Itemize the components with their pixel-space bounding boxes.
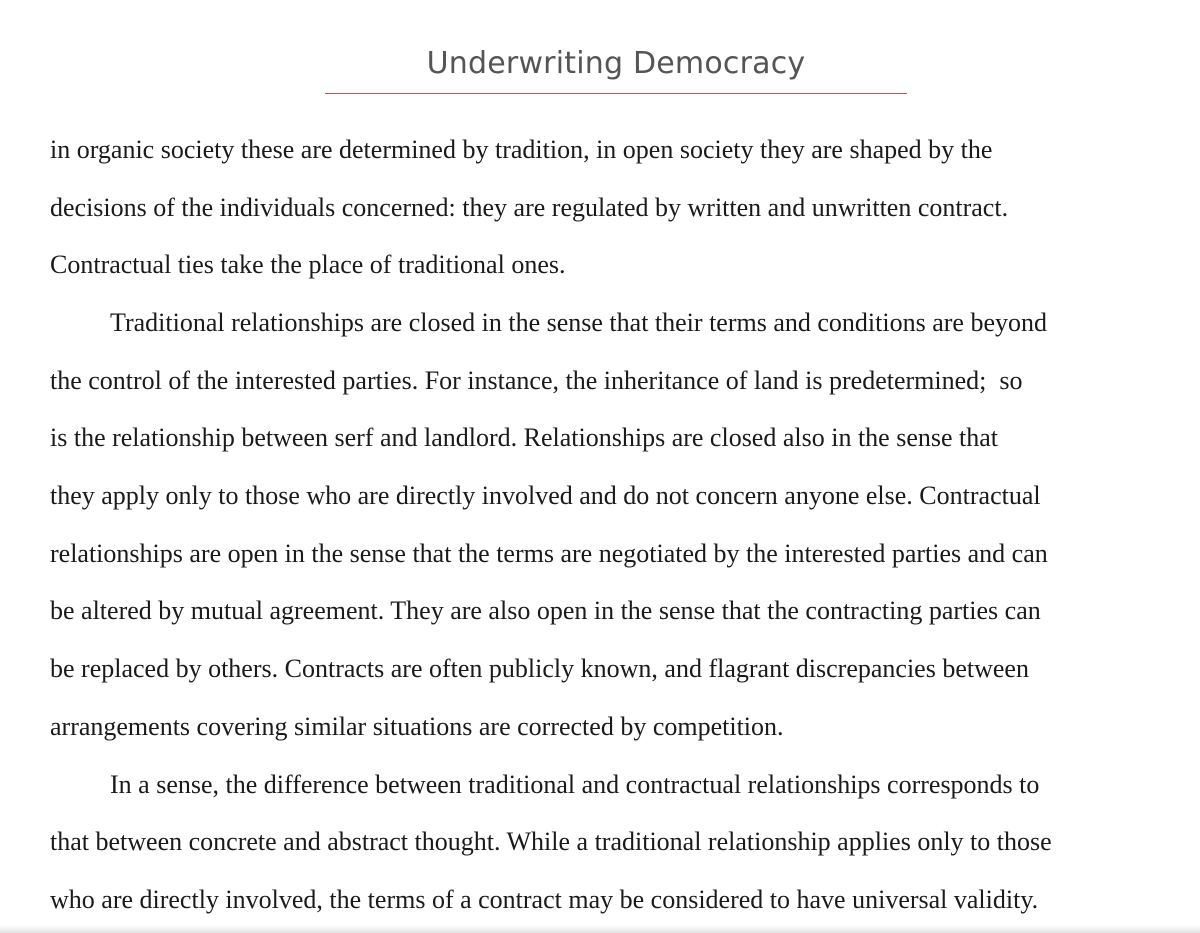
paragraph-line: relationships are open in the sense that the terms are negotiated by the interested parties and can [50, 539, 1048, 568]
paragraph-line: in organic society these are determined by tradition, in open society they are shaped by the [50, 135, 993, 164]
paragraph-line: arrangements covering similar situations are corrected by competition. [50, 712, 784, 741]
paragraph-line: Contractual ties take the place of traditional ones. [50, 250, 566, 279]
paragraph-line: Traditional relationships are closed in the sense that their terms and conditions are beyond [110, 308, 1047, 337]
paragraph-line: be replaced by others. Contracts are often publicly known, and flagrant discrepancies between [50, 654, 1029, 683]
paragraph-line: be altered by mutual agreement. They are also open in the sense that the contracting parties can [50, 596, 1041, 625]
paragraph-line: is the relationship between serf and landlord. Relationships are closed also in the sense that [50, 423, 999, 452]
paragraph-line: decisions of the individuals concerned: they are regulated by written and unwritten contract. [50, 193, 1009, 222]
paragraph-line: they apply only to those who are directly involved and do not concern anyone else. Contractual [50, 481, 1041, 510]
running-header-title: Underwriting Democracy [426, 46, 806, 81]
paragraph-line: In a sense, the difference between traditional and contractual relationships corresponds to [110, 770, 1040, 799]
paragraph-line: the control of the interested parties. For instance, the inheritance of land is predetermined; so [50, 366, 1023, 395]
page-edge-shadow [0, 925, 1200, 933]
paragraph-line: that between concrete and abstract thought. While a traditional relationship applies only to those [50, 827, 1052, 856]
header-divider [325, 93, 907, 94]
paragraph-line: who are directly involved, the terms of a contract may be considered to have universal validity. [50, 885, 1039, 914]
